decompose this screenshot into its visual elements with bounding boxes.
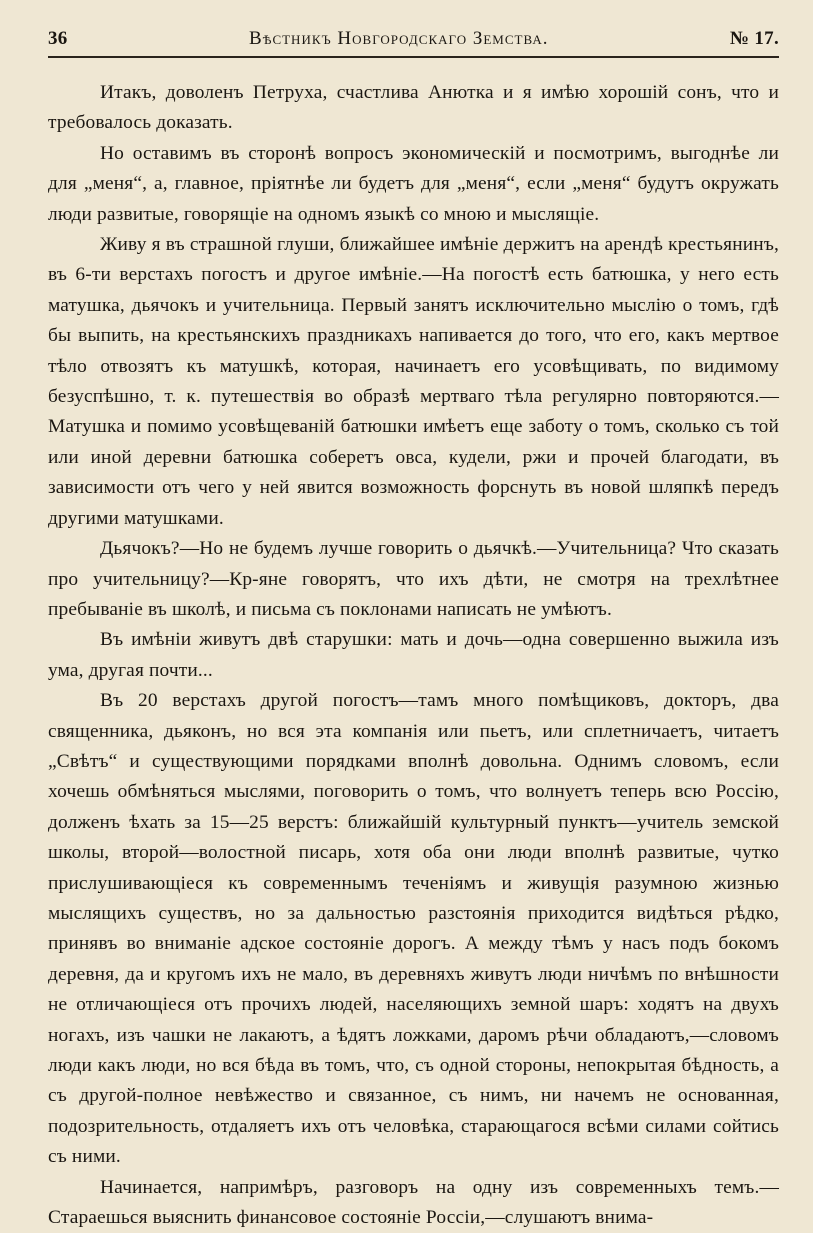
page-number: 36 (48, 28, 68, 49)
paragraph: Живу я въ страшной глуши, ближайшее имѣніе держитъ на арендѣ крестьянинъ, въ 6-ти верстахъ погостъ и другое имѣніе.—На погостѣ есть батюшка, у него есть матушка, дьячокъ и учительница. Первый занятъ исключительно мыслію о томъ, гдѣ бы выпить, на крестьянскихъ праздникахъ напивается до того, что его, какъ мертвое тѣло отвозятъ къ матушкѣ, которая, начинаетъ его усовѣщивать, по видимому безуспѣшно, т. к. путешествія во образѣ мертваго тѣла регулярно повторяются.—Матушка и помимо усовѣщеваній батюшки имѣетъ еще заботу о томъ, сколько съ той или иной деревни батюшка соберетъ овса, кудели, ржи и прочей благодати, въ зависимости отъ чего у ней явится возможность форснуть въ новой шляпкѣ передъ другими матушками. (48, 234, 779, 529)
paragraph: Дьячокъ?—Но не будемъ лучше говорить о дьячкѣ.—Учительница? Что сказать про учительницу?—Кр-яне говорятъ, что ихъ дѣти, не смотря на трехлѣтнее пребываніе въ школѣ, и письма съ поклонами написать не умѣютъ. (48, 538, 779, 620)
paragraph: Но оставимъ въ сторонѣ вопросъ экономическій и посмотримъ, выгоднѣе ли для „меня“, а, главное, пріятнѣе ли будетъ для „меня“, если „меня“ будутъ окружать люди развитые, говорящіе на одномъ языкѣ со мною и мыслящіе. (48, 142, 779, 225)
paragraph: Въ имѣніи живутъ двѣ старушки: мать и дочь—одна совершенно выжила изъ ума, другая почти... (48, 629, 779, 681)
paragraph: Итакъ, доволенъ Петруха, счастлива Анютка и я имѣю хорошій сонъ, что и требовалось доказать. (48, 82, 779, 134)
header-rule (48, 56, 779, 58)
paragraph: Въ 20 верстахъ другой погостъ—тамъ много помѣщиковъ, докторъ, два священника, дьяконъ, но вся эта компанія или пьетъ, или сплетничаетъ, читаетъ „Свѣтъ“ и существующими порядками вполнѣ довольна. Однимъ словомъ, если хочешь обмѣняться мыслями, поговорить о томъ, что волнуетъ теперь всю Россію, долженъ ѣхать за 15—25 верстъ: ближайшій культурный пунктъ—учитель земской школы, второй—волостной писарь, хотя оба они люди вполнѣ развитые, чутко прислушивающіеся къ современнымъ теченіямъ и живущія разумною жизнью мыслящихъ существъ, но за дальностью разстоянія приходится видѣться рѣдко, принявъ во вниманіе адское состояніе дорогъ. А между тѣмъ у насъ подъ бокомъ деревня, да и кругомъ ихъ не мало, въ деревняхъ живутъ люди ничѣмъ по внѣшности не отличающіеся отъ прочихъ людей, населяющихъ земной шаръ: ходятъ на двухъ ногахъ, изъ чашки не лакаютъ, а ѣдятъ ложками, даромъ рѣчи обладаютъ,—словомъ люди какъ люди, но вся бѣда въ томъ, что, съ одной стороны, непокрытая бѣдность, а съ другой-полное невѣжество и связанное, съ нимъ, ни начемъ не основанная, подозрительность, отдаляетъ ихъ отъ человѣка, старающагося всѣми силами сойтись съ ними. (48, 690, 779, 1168)
paragraph: Начинается, напримѣръ, разговоръ на одну изъ современныхъ темъ.—Стараешься выяснить финансовое состояніе Россіи,—слушаютъ внима- (48, 1176, 779, 1229)
issue-number: № 17. (729, 28, 779, 49)
article-body (48, 78, 779, 1233)
running-header (48, 28, 779, 54)
journal-title: Вѣстникъ Новгородскаго Земства. (249, 28, 549, 49)
